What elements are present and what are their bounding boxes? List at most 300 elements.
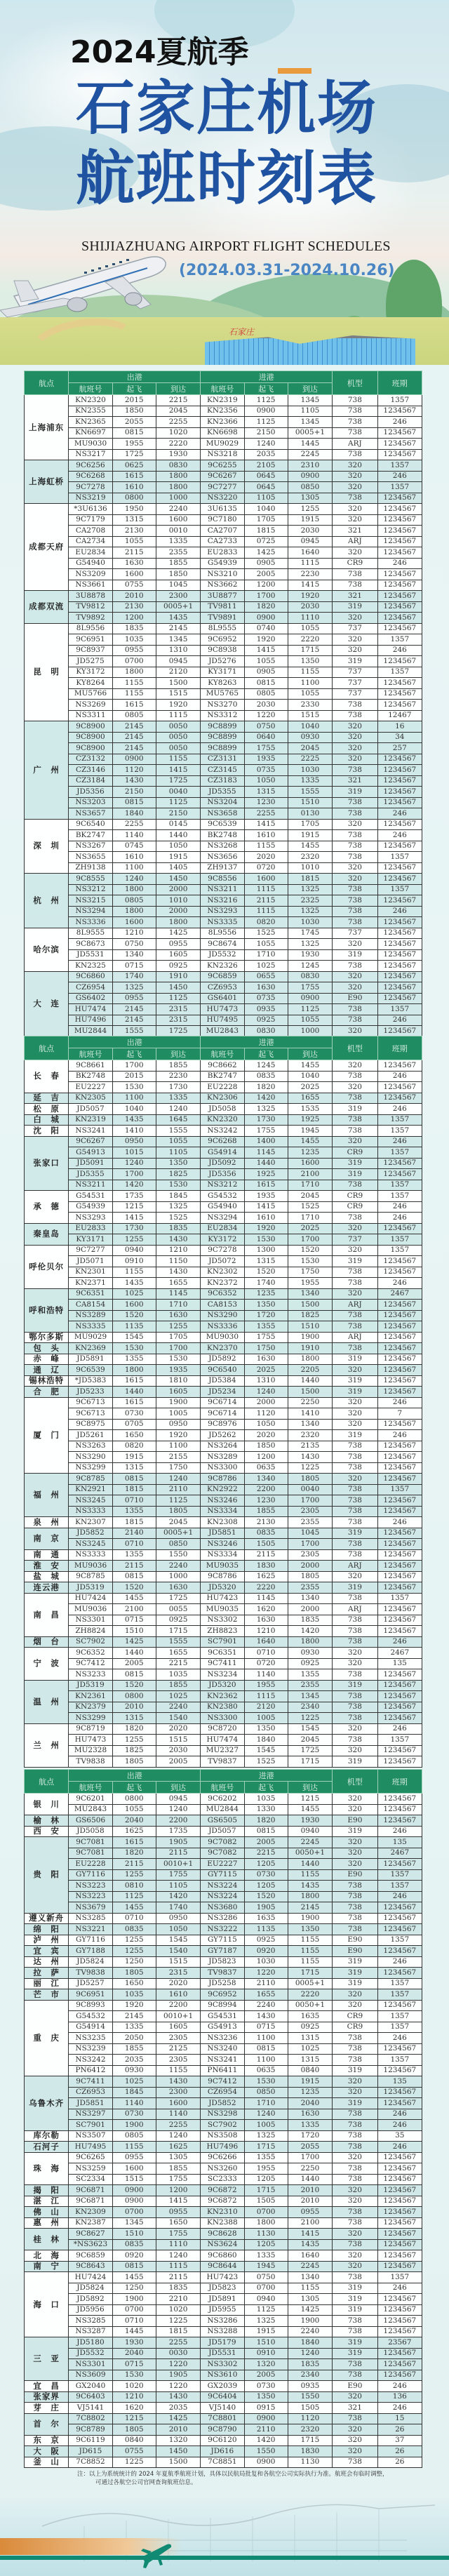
dep-flight-no: HU7474 [69,1004,112,1015]
dep-time: 1240 [112,874,156,885]
table-row [25,688,422,700]
table-row [25,1837,422,1848]
schedule-days: 1234567 [377,928,422,939]
aircraft-type: 319 [333,2348,377,2359]
table-row [25,2174,422,2185]
table-row [25,754,422,765]
arr-time: 1715 [288,1756,332,1768]
dep-arrive-time: 1755 [156,2229,200,2240]
arr-flight-no: 9C6952 [201,634,244,646]
dep-flight-no: NS3661 [69,580,112,591]
dep-time: 1955 [112,439,156,450]
dep-arrive-time: 1100 [156,1441,200,1452]
dep-flight-no: NS3335 [69,1321,112,1333]
schedule-days: 1357 [377,1180,422,1191]
aircraft-type: 321 [333,591,377,602]
dep-time: 1700 [112,1060,156,1072]
dep-flight-no: CZ3184 [69,775,112,787]
schedule-days: 1357 [377,482,422,493]
schedule-days: 246 [377,1015,422,1026]
dep-arrive-time: 1855 [156,558,200,569]
dep-time: 0730 [112,1408,156,1420]
dep-arrive-time: 1335 [156,1093,200,1104]
arr-flight-no: NS3240 [201,2043,244,2055]
destination-city: 石河子 [25,2142,69,2153]
destination-city: 锡林浩特 [25,1375,69,1387]
dep-time: 1440 [112,1387,156,1398]
table-row [25,2120,422,2131]
aircraft-type: 320 [333,2000,377,2011]
dep-flight-no: NS3219 [69,493,112,504]
arr-flight-no: NS3662 [201,580,244,591]
aircraft-type: 320 [333,2424,377,2436]
dep-arrive-time: 0005+1 [156,1528,200,1539]
schedule-days: 246 [377,1071,422,1082]
header-schedule: 班期 [377,371,422,395]
dep-arrive-time: 0945 [156,1794,200,1805]
aircraft-type: 738 [333,1549,377,1561]
arr-flight-no: 9C6859 [201,971,244,982]
table-row [25,2337,422,2349]
aircraft-type: 319 [333,949,377,961]
destination-city: 乌鲁木齐 [25,2076,69,2131]
arr-depart-time: 1955 [244,1680,288,1691]
aircraft-type: 320 [333,645,377,656]
aircraft-type: 320 [333,1060,377,1072]
arr-flight-no: NS3658 [201,808,244,820]
date-range: (2024.03.31-2024.10.26) [179,262,395,279]
arr-flight-no: MU5765 [201,688,244,700]
destination-city: 珠 海 [25,2152,69,2185]
arr-flight-no: TV9837 [201,1968,244,1979]
schedule-days: 1234567 [377,1702,422,1713]
arr-flight-no: NS3680 [201,1902,244,1914]
arr-time: 1430 [288,1452,332,1463]
arr-time: 1830 [288,2446,332,2457]
dep-time: 1825 [112,1745,156,1756]
table-row [25,591,422,602]
schedule-days: 246 [377,1201,422,1213]
dep-time: 1805 [112,2424,156,2436]
dep-flight-no: NS3223 [69,1881,112,1892]
arr-flight-no: NS3610 [201,2370,244,2381]
arr-flight-no: JD5823 [201,1956,244,1968]
dep-flight-no: SC2334 [69,2174,112,2185]
destination-city: 呼和浩特 [25,1288,69,1332]
table-row [25,678,422,689]
aircraft-type: 320 [333,1745,377,1756]
arr-depart-time: 1310 [244,1375,288,1387]
aircraft-type: 738 [333,710,377,721]
dep-arrive-time: 1210 [156,1245,200,1256]
header-dep-takeoff: 起飞 [112,1782,156,1794]
dep-arrive-time: 1730 [156,1082,200,1093]
arr-time: 1240 [288,2348,332,2359]
arr-depart-time: 1240 [244,2109,288,2120]
arr-time: 1440 [288,1375,332,1387]
table-row [25,1408,422,1420]
dep-flight-no: NS3269 [69,700,112,711]
header-schedule: 班期 [377,1770,422,1794]
dep-flight-no: NS3267 [69,841,112,852]
dep-flight-no: EU2228 [69,1859,112,1870]
arr-time: 1155 [288,1956,332,1968]
schedule-days: 1234567 [377,613,422,624]
table-row [25,1082,422,1093]
header-departure: 出港 [69,371,201,383]
dep-arrive-time: 1540 [156,1713,200,1724]
aircraft-type: 738 [333,1093,377,1104]
schedule-days: 1234567 [377,1343,422,1354]
arr-depart-time: 1240 [244,1387,288,1398]
aircraft-type: 738 [333,1452,377,1463]
dep-flight-no: *NS3623 [69,2239,112,2250]
dep-time: 1250 [112,1956,156,1968]
arr-time: 0925 [288,1658,332,1669]
arr-depart-time: 1610 [244,1213,288,1224]
dep-arrive-time: 2240 [156,1561,200,1572]
schedule-days: 1357 [377,1935,422,1946]
aircraft-type: 738 [333,765,377,776]
table-row [25,2326,422,2337]
header-arr-land: 到达 [288,1048,332,1060]
table-row [25,2391,422,2403]
arr-time: 1335 [288,2120,332,2131]
dep-arrive-time: 1240 [156,1474,200,1485]
arr-flight-no: HU7474 [201,1735,244,1746]
schedule-days: 1234567 [377,775,422,787]
schedule-days: 1234567 [377,1093,422,1104]
arr-time: 2310 [288,460,332,472]
dep-flight-no: SC7901 [69,2120,112,2131]
schedule-days: 1234567 [377,439,422,450]
destination-city: 首 尔 [25,2413,69,2435]
arr-time: 1635 [288,2011,332,2022]
dep-arrive-time: 1725 [156,1026,200,1037]
arr-time: 1335 [288,775,332,787]
arr-depart-time: 0700 [244,2207,288,2218]
header-destination: 航点 [25,1770,69,1794]
dep-flight-no: NS3507 [69,2130,112,2142]
dep-arrive-time: 1045 [156,580,200,591]
dep-time: 0910 [112,1256,156,1267]
dep-time: 0940 [112,1245,156,1256]
arr-time: 1435 [288,1881,332,1892]
arr-depart-time: 1040 [244,504,288,515]
dep-time: 0710 [112,1495,156,1507]
aircraft-type: 738 [333,1891,377,1902]
aircraft-type: 319 [333,2294,377,2305]
dep-arrive-time: 0945 [156,656,200,667]
arr-depart-time: 0900 [244,406,288,417]
schedule-days: 7 [377,1408,422,1420]
table-row [25,1060,422,1072]
schedule-days: 26 [377,2424,422,2436]
aircraft-type: 738 [333,2043,377,2055]
dep-time: 1545 [112,1332,156,1343]
arr-flight-no: NS3222 [201,1924,244,1935]
table-row [25,1441,422,1452]
arr-time: 1350 [288,1924,332,1935]
arr-time: 1920 [288,591,332,602]
table-row [25,982,422,994]
schedule-days: 1234567 [377,982,422,994]
schedule-days: 1234567 [377,2087,422,2098]
arr-depart-time: 1800 [244,2217,288,2229]
dep-arrive-time: 1920 [156,1430,200,1441]
destination-city: 包 头 [25,1343,69,1354]
aircraft-type: 320 [333,1026,377,1037]
arr-time: 1555 [288,787,332,798]
schedule-days: 1234567 [377,2250,422,2262]
arr-flight-no: GX2039 [201,2381,244,2392]
dep-flight-no: 9C6540 [69,819,112,830]
arr-depart-time: 1705 [244,514,288,526]
arr-flight-no: JD5852 [201,2098,244,2109]
table-row [25,1375,422,1387]
arr-flight-no: MU2844 [201,1804,244,1815]
aircraft-type: 320 [333,1658,377,1669]
aircraft-type: 738 [333,1071,377,1082]
dep-time: 1515 [112,2174,156,2185]
dep-time: 0805 [112,2130,156,2142]
aircraft-type: 320 [333,2446,377,2457]
arr-flight-no: ZH9137 [201,862,244,874]
arr-depart-time: 0700 [244,2283,288,2294]
arr-depart-time: 1505 [244,1539,288,1550]
dep-flight-no: KN2379 [69,1702,112,1713]
schedule-days: 246 [377,1636,422,1648]
dep-flight-no: NS3290 [69,1452,112,1463]
dep-time: 0705 [112,1419,156,1430]
dep-arrive-time: 1600 [156,514,200,526]
table-row [25,645,422,656]
arr-depart-time: 1700 [244,591,288,602]
dep-time: 1155 [112,688,156,700]
dep-arrive-time: 1530 [156,1180,200,1191]
arr-time: 1125 [288,1004,332,1015]
aircraft-type: 738 [333,808,377,820]
table-row [25,939,422,950]
table-row [25,1452,422,1463]
arr-flight-no: CA8153 [201,1300,244,1311]
dep-flight-no: VJ5141 [69,2403,112,2414]
arr-time: 1120 [288,2413,332,2424]
arr-depart-time: 1055 [244,939,288,950]
aircraft-type: 738 [333,1321,377,1333]
arr-depart-time: 1205 [244,1881,288,1892]
dep-flight-no: JD5257 [69,1978,112,1989]
aircraft-type: 738 [333,2217,377,2229]
dep-time: 0700 [112,2304,156,2316]
arr-depart-time: 0900 [244,2457,288,2468]
schedule-days: 1234567 [377,2239,422,2250]
destination-city: 张家界 [25,2391,69,2403]
dep-arrive-time: 2255 [156,417,200,428]
schedule-days: 26 [377,2457,422,2468]
arr-flight-no: GY7187 [201,1946,244,1957]
dep-flight-no: G54940 [69,558,112,569]
arr-depart-time: 1335 [244,2250,288,2262]
table-row [25,700,422,711]
dep-arrive-time: 2300 [156,591,200,602]
dep-arrive-time: 0850 [156,1539,200,1550]
arr-flight-no: 9C7082 [201,1837,244,1848]
schedule-days: 1234567 [377,971,422,982]
arr-flight-no: 9C8899 [201,743,244,754]
arr-flight-no: 8L9555 [201,623,244,634]
dep-arrive-time: 1405 [156,862,200,874]
arr-time: 1315 [288,2033,332,2044]
arr-time: 0005+1 [288,1978,332,1989]
arr-depart-time: 1320 [244,2359,288,2370]
arr-time: 1340 [288,2272,332,2283]
aircraft-type: 738 [333,1495,377,1507]
aircraft-type: 738 [333,2370,377,2381]
dep-flight-no: JD5824 [69,1956,112,1968]
dep-arrive-time: 1855 [156,2163,200,2175]
arr-time: 1825 [288,1310,332,1321]
arr-flight-no: JD5234 [201,1387,244,1398]
table-row [25,1815,422,1827]
dep-flight-no: NS3245 [69,1539,112,1550]
arr-flight-no: 7C8801 [201,2413,244,2424]
arr-depart-time: 1125 [244,2304,288,2316]
aircraft-type: 320 [333,460,377,472]
dep-time: 1815 [112,1484,156,1495]
schedule-days: 246 [377,1826,422,1837]
dep-flight-no: GY7116 [69,1935,112,1946]
arr-time: 1340 [288,1288,332,1300]
dep-flight-no: NS3289 [69,1310,112,1321]
arr-flight-no: MU2843 [201,1026,244,1037]
dep-time: 0815 [112,797,156,808]
aircraft-type: 320 [333,862,377,874]
arr-time: 1155 [288,1946,332,1957]
dep-arrive-time: 1800 [156,471,200,482]
dep-time: 0800 [112,493,156,504]
table-row [25,1561,422,1572]
arr-time: 2045 [288,1191,332,1202]
destination-city: 张家口 [25,1136,69,1191]
dep-time: 0715 [112,1615,156,1626]
arr-depart-time: 0720 [244,862,288,874]
dep-flight-no: 9C6860 [69,971,112,982]
dep-time: 1630 [112,558,156,569]
dep-arrive-time: 2230 [156,1071,200,1082]
destination-city: 宜 宾 [25,1946,69,1957]
schedule-days: 1234567 [377,961,422,972]
aircraft-type: 738 [333,2055,377,2066]
table-row [25,1848,422,1859]
arr-flight-no: JD5891 [201,2294,244,2305]
arr-depart-time: 1840 [244,1735,288,1746]
dep-flight-no: NS3285 [69,2316,112,2327]
table-row [25,2283,422,2294]
dep-arrive-time: 2315 [156,1968,200,1979]
arr-time: 1435 [288,2239,332,2250]
dep-time: 1035 [112,634,156,646]
aircraft-type: CR9 [333,2022,377,2033]
arr-time: 0840 [288,2065,332,2076]
dep-flight-no: BK2748 [69,1071,112,1082]
dep-flight-no: KY8264 [69,678,112,689]
destination-city: 温 州 [25,1680,69,1723]
arr-time: 1930 [288,1815,332,1827]
arr-depart-time: 1740 [244,1278,288,1289]
arr-flight-no: NS3242 [201,1126,244,1137]
aircraft-type: 738 [333,2109,377,2120]
arr-flight-no: HU7423 [201,1593,244,1604]
header-arrival: 进港 [201,371,333,383]
arr-flight-no: KN2922 [201,1484,244,1495]
dep-time: 2015 [112,1071,156,1082]
arr-flight-no: 9C6872 [201,2185,244,2196]
dep-arrive-time: 1755 [156,1869,200,1881]
arr-flight-no: EU2227 [201,1859,244,1870]
table-row [25,2381,422,2392]
schedule-days: 246 [377,906,422,917]
arr-depart-time: 1635 [244,1913,288,1924]
arr-flight-no: NS3224 [201,1881,244,1892]
dep-arrive-time: 1555 [156,1636,200,1648]
arr-flight-no: TV9891 [201,613,244,624]
arr-flight-no: NS3270 [201,700,244,711]
aircraft-type: 738 [333,395,377,406]
arr-depart-time: 1715 [244,2142,288,2153]
arr-depart-time: 1415 [244,645,288,656]
schedule-days: 1234567 [377,1169,422,1180]
table-header-row [25,1770,422,1782]
destination-city: 赤 峰 [25,1354,69,1365]
dep-time: 1125 [112,1891,156,1902]
schedule-days: 1234567 [377,2229,422,2240]
arr-flight-no: NS3335 [201,917,244,928]
dep-arrive-time: 1715 [156,1626,200,1637]
arr-depart-time: 1720 [244,1310,288,1321]
arr-flight-no: 9C7082 [201,1848,244,1859]
arr-flight-no: 9C6202 [201,1794,244,1805]
header-arr-flight-no: 航班号 [201,383,244,395]
dep-arrive-time: 1050 [156,841,200,852]
schedule-days: 1234567 [377,862,422,874]
aircraft-type: 738 [333,2142,377,2153]
dep-time: 0710 [112,1539,156,1550]
dep-flight-no: GY7188 [69,1946,112,1957]
dep-arrive-time: 2315 [156,1004,200,1015]
arr-depart-time: 1220 [244,710,288,721]
dep-time: 1650 [112,1978,156,1989]
destination-city: 南 宁 [25,2261,69,2272]
arr-flight-no: KN2319 [201,395,244,406]
dep-flight-no: 9C8627 [69,2229,112,2240]
dep-flight-no: GY7116 [69,1869,112,1881]
arr-depart-time: 1820 [244,1082,288,1093]
arr-depart-time: 0635 [244,1462,288,1474]
dep-time: 2040 [112,2348,156,2359]
dep-flight-no: JD5852 [69,1528,112,1539]
table-row [25,1300,422,1311]
dep-arrive-time: 1430 [156,1234,200,1246]
dep-flight-no: NS3221 [69,1924,112,1935]
dep-arrive-time: 2115 [156,1848,200,1859]
arr-depart-time: 1545 [244,1745,288,1756]
table-row [25,1245,422,1256]
table-row [25,2435,422,2446]
schedule-days: 1234567 [377,2261,422,2272]
table-row [25,2294,422,2305]
table-row [25,1702,422,1713]
